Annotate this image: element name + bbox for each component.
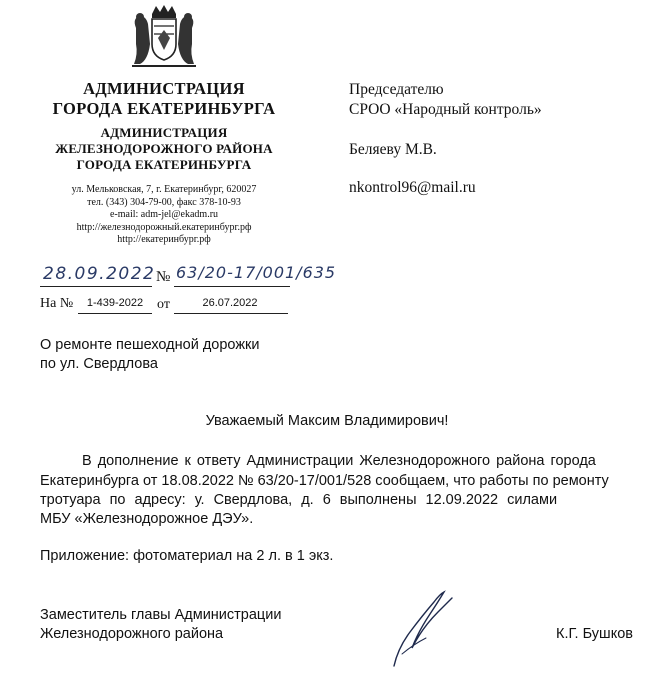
signatory-position-line1: Заместитель главы Администрации xyxy=(40,607,282,623)
coat-of-arms-emblem xyxy=(128,4,200,70)
body-line2: Екатеринбурга от 18.08.2022 № 63/20-17/001/528 сообщаем, что работы по ремонту xyxy=(40,473,609,489)
org-title-line1: АДМИНИСТРАЦИЯ xyxy=(83,79,245,98)
dept-phone: тел. (343) 304-79-00, факс 378-10-93 xyxy=(87,197,241,208)
recipient-line1: Председателю xyxy=(349,81,444,98)
registration-date: 28.09.2022 xyxy=(43,264,156,284)
body-line3: тротуара по адресу: у. Свердлова, д. 6 выполнены 12.09.2022 силами xyxy=(40,492,558,508)
recipient-email: nkontrol96@mail.ru xyxy=(349,179,476,196)
registration-number-sign: № xyxy=(156,269,171,285)
reply-number-line xyxy=(78,313,152,314)
body-line4: МБУ «Железнодорожное ДЭУ». xyxy=(40,511,254,527)
body-line1: В дополнение к ответу Администрации Железнодорожного района города xyxy=(82,453,596,469)
dept-site-1: http://железнодорожный.екатеринбург.рф xyxy=(76,222,252,233)
reply-date-line xyxy=(174,313,288,314)
registration-date-line xyxy=(40,286,152,287)
reply-date: 26.07.2022 xyxy=(202,297,258,309)
signatory-position-line2: Железнодорожного района xyxy=(40,626,224,642)
dept-address: ул. Мельковская, 7, г. Екатеринбург, 620027 xyxy=(71,184,257,195)
recipient-name: Беляеву М.В. xyxy=(349,141,437,158)
dept-line2: ЖЕЛЕЗНОДОРОЖНОГО РАЙОНА xyxy=(55,141,273,156)
dept-email: e-mail: adm-jel@ekadm.ru xyxy=(109,209,219,220)
subject-line1: О ремонте пешеходной дорожки xyxy=(40,337,260,353)
reply-from-label: от xyxy=(157,297,170,312)
registration-number: 63/20-17/001/635 xyxy=(176,263,337,282)
handwritten-signature xyxy=(388,588,460,669)
recipient-line2: СРОО «Народный контроль» xyxy=(349,101,542,118)
org-title-line2: ГОРОДА ЕКАТЕРИНБУРГА xyxy=(52,99,276,118)
signatory-name: К.Г. Бушков xyxy=(556,626,633,642)
salutation: Уважаемый Максим Владимирович! xyxy=(205,413,449,429)
attachment-note: Приложение: фотоматериал на 2 л. в 1 экз. xyxy=(40,548,334,564)
registration-number-line xyxy=(174,286,290,287)
dept-site-2: http://екатеринбург.рф xyxy=(117,234,211,245)
reply-prefix: На № xyxy=(40,296,74,311)
subject-line2: по ул. Свердлова xyxy=(40,356,158,372)
reply-number: 1-439-2022 xyxy=(86,297,144,309)
dept-line1: АДМИНИСТРАЦИЯ xyxy=(100,125,228,140)
dept-line3: ГОРОДА ЕКАТЕРИНБУРГА xyxy=(76,157,252,172)
